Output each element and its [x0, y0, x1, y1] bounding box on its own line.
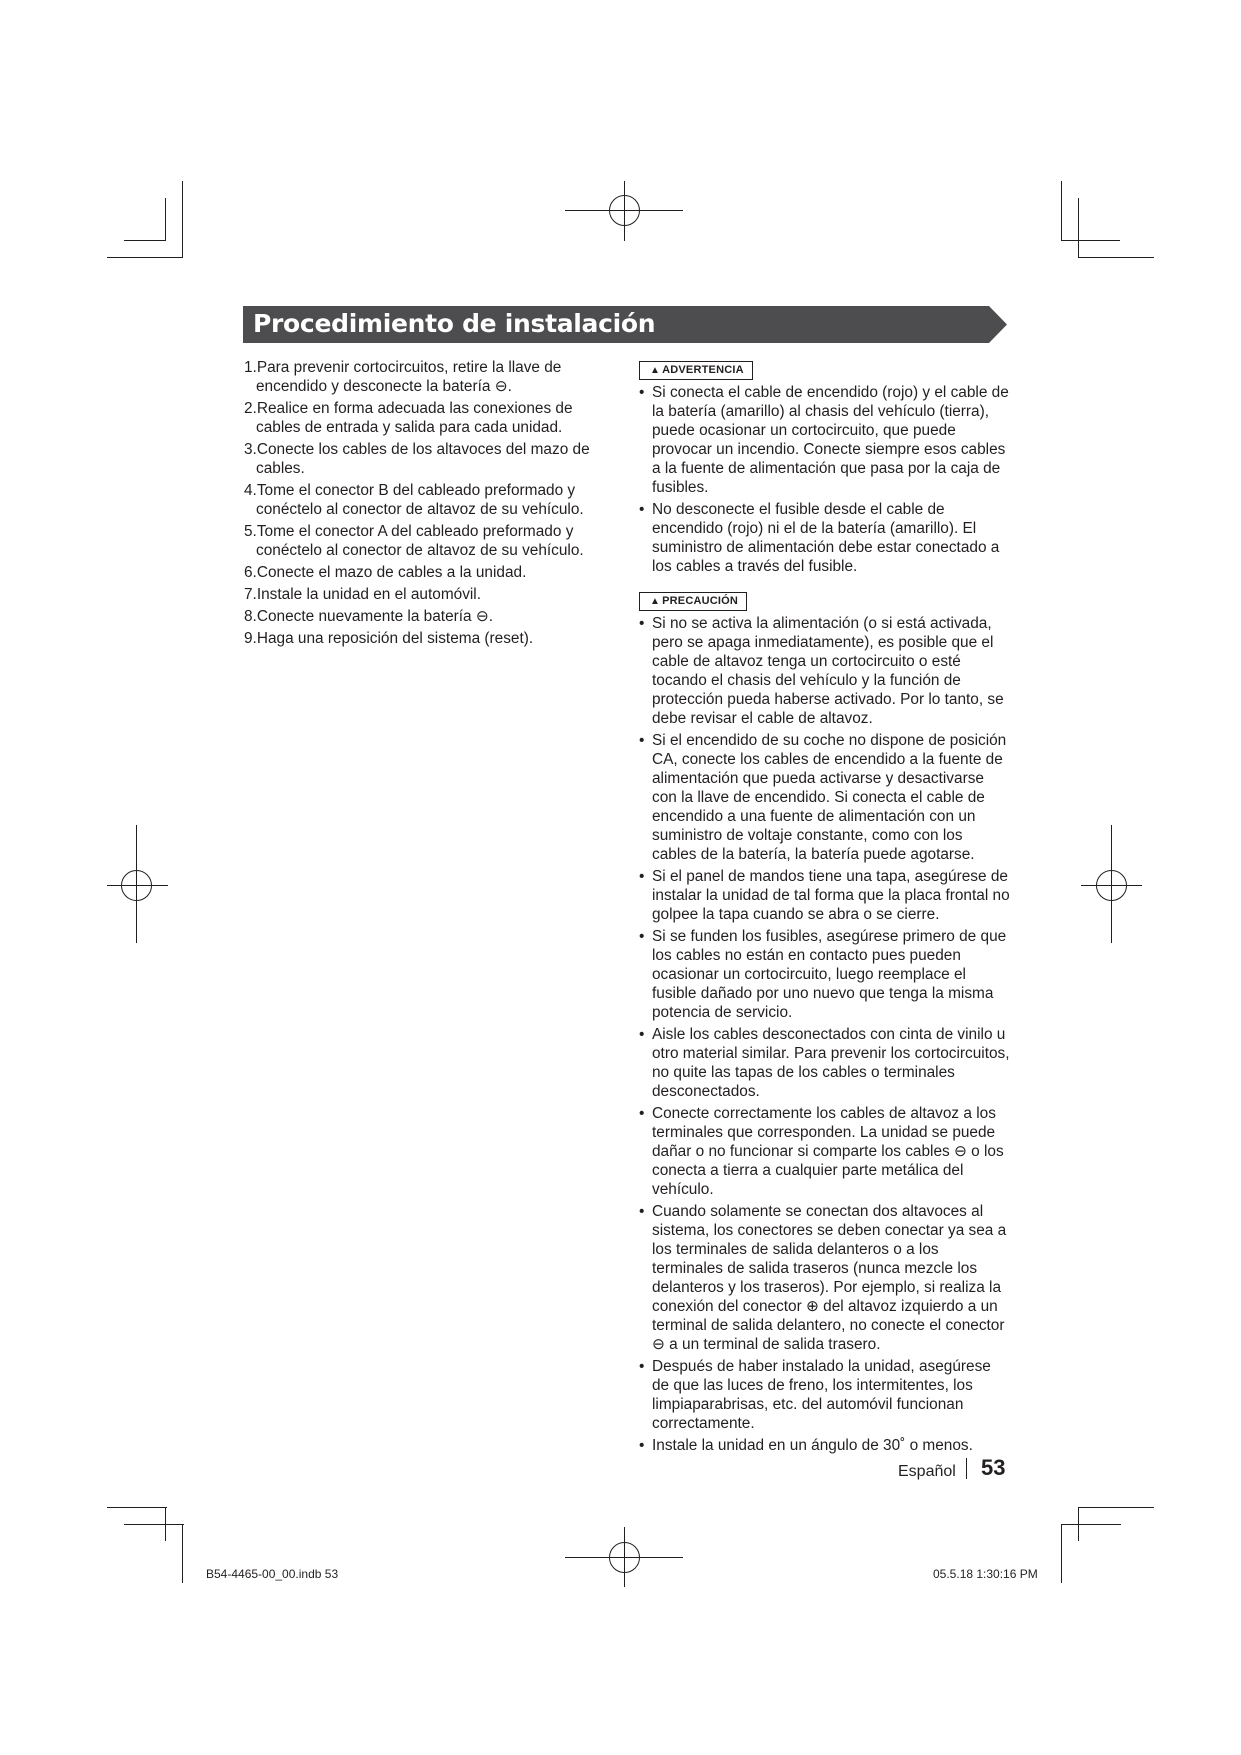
caution-label-box [639, 592, 747, 611]
step-item [244, 585, 614, 604]
warning-item [639, 383, 1011, 497]
caution-item-text: Si se funden los fusibles, asegúrese primero de que los cables no están en contacto pues pueden ocasionar un cortocircuito, luego reemplace el fusible dañado por uno nuevo que tenga la misma potencia de servicio. [652, 928, 1007, 1021]
caution-item-text: Si no se activa la alimentación (o si está activada, pero se apaga inmediatamente), es posible que el cable de altavoz tenga un cortocircuito o esté tocando el chasis del vehículo y la función de protección pueda haberse activado. Por lo tanto, se debe revisar el cable de altavoz. [652, 615, 1004, 727]
step-text: Haga una reposición del sistema (reset). [256, 630, 534, 647]
crop-mark-line [124, 1524, 184, 1525]
print-slug-file: B54-4465-00_00.indb 53 [206, 1567, 339, 1581]
registration-mark-circle [609, 1542, 640, 1573]
caution-item [639, 1025, 1011, 1101]
warning-label: ADVERTENCIA [662, 364, 744, 376]
print-slug-timestamp: 05.5.18 1:30:16 PM [933, 1567, 1038, 1581]
step-item [244, 522, 614, 560]
caution-item [639, 731, 1011, 864]
caution-item [639, 927, 1011, 1022]
bullet: • [639, 615, 645, 632]
warning-item [639, 500, 1011, 576]
caution-item-text: Cuando solamente se conectan dos altavoces al sistema, los conectores se deben conectar ya sea a los terminales de salida delanteros o a los terminales de salida traseros (nunca mezcle los delanteros y los traseros). Por ejemplo, si realiza la conexión del conector ⊕ del altavoz izquierdo a un terminal de salida delantero, no conecte el conector ⊖ a un terminal de salida trasero. [652, 1203, 1007, 1353]
crop-mark-line [1078, 1507, 1154, 1508]
crop-mark-line [1061, 181, 1062, 241]
bullet: • [639, 1358, 645, 1375]
crop-mark-line [124, 240, 165, 241]
step-item [244, 563, 614, 582]
bullet: • [639, 928, 645, 945]
caution-item [639, 614, 1011, 728]
step-number: 7. [244, 586, 257, 603]
installation-steps [244, 358, 614, 651]
caution-item-text: Instale la unidad en un ángulo de 30˚ o menos. [652, 1437, 973, 1454]
warnings-column [639, 360, 1011, 1458]
caution-label: PRECAUCIÓN [662, 595, 739, 607]
bullet: • [639, 868, 645, 885]
bullet: • [639, 1105, 645, 1122]
crop-mark-line [107, 257, 183, 258]
step-item [244, 399, 614, 437]
warning-item-text: Si conecta el cable de encendido (rojo) y el cable de la batería (amarillo) al chasis del vehículo (tierra), puede ocasionar un cortocircuito, que puede provocar un incendio. Conecte siempre esos cables a la fuente de alimentación que pasa por la caja de fusibles. [652, 384, 1009, 496]
step-number: 4. [244, 482, 257, 499]
crop-mark-line [1078, 257, 1154, 258]
step-number: 9. [244, 630, 257, 647]
bullet: • [639, 732, 645, 749]
registration-mark-circle [121, 870, 152, 901]
page-number: 53 [981, 1455, 1006, 1480]
step-text: Conecte el mazo de cables a la unidad. [256, 564, 527, 581]
crop-mark-line [1078, 198, 1079, 258]
crop-mark-line [182, 1524, 183, 1583]
bullet: • [639, 1437, 645, 1454]
bullet: • [639, 1026, 645, 1043]
step-text: Tome el conector B del cableado preformado y conéctelo al conector de altavoz de su vehículo. [256, 482, 584, 518]
bullet: • [639, 501, 645, 518]
crop-mark-line [107, 1507, 167, 1508]
step-number: 1. [244, 359, 257, 376]
step-text: Para prevenir cortocircuitos, retire la llave de encendido y desconecte la batería ⊖. [256, 359, 562, 395]
caution-item [639, 1357, 1011, 1433]
caution-item [639, 1104, 1011, 1199]
step-text: Conecte nuevamente la batería ⊖. [256, 608, 494, 625]
caution-item-text: Conecte correctamente los cables de altavoz a los terminales que corresponden. La unidad se puede dañar o no funcionar si comparte los cables ⊖ o los conecta a tierra a cualquier parte metálica del vehículo. [652, 1105, 1004, 1198]
caution-item-text: Aisle los cables desconectados con cinta de vinilo u otro material similar. Para prevenir los cortocircuitos, no quite las tapas de los cables o terminales desconectados. [652, 1026, 1010, 1100]
section-banner [243, 306, 1007, 343]
crop-mark-line [165, 198, 166, 241]
warning-list [639, 383, 1011, 576]
step-text: Conecte los cables de los altavoces del mazo de cables. [256, 441, 590, 477]
caution-list [639, 614, 1011, 1455]
bullet: • [639, 1203, 645, 1220]
crop-mark-line [1078, 240, 1120, 241]
footer-language: Español [898, 1463, 956, 1480]
caution-item-text: Si el panel de mandos tiene una tapa, asegúrese de instalar la unidad de tal forma que la placa frontal no golpee la tapa cuando se abra o se cierre. [652, 868, 1010, 923]
footer-separator [966, 1458, 967, 1479]
step-item [244, 607, 614, 626]
warning-triangle-icon: ▲ [650, 596, 661, 607]
crop-mark-line [182, 181, 183, 257]
caution-item-text: Después de haber instalado la unidad, asegúrese de que las luces de freno, los intermitentes, los limpiaparabrisas, etc. del automóvil funcionan correctamente. [652, 1358, 991, 1432]
warning-label-box [639, 361, 753, 380]
step-number: 8. [244, 608, 257, 625]
step-item [244, 481, 614, 519]
caution-item [639, 1436, 1011, 1455]
registration-mark-circle [1096, 870, 1127, 901]
bullet: • [639, 384, 645, 401]
step-number: 5. [244, 523, 257, 540]
registration-mark-circle [609, 195, 640, 226]
step-number: 6. [244, 564, 257, 581]
caution-item [639, 1202, 1011, 1354]
step-item [244, 440, 614, 478]
crop-mark-line [165, 1507, 166, 1541]
step-number: 3. [244, 441, 257, 458]
crop-mark-line [1061, 1524, 1062, 1583]
step-item [244, 629, 614, 648]
step-number: 2. [244, 400, 257, 417]
section-spacer [639, 579, 1011, 591]
caution-item-text: Si el encendido de su coche no dispone de posición CA, conecte los cables de encendido a la fuente de alimentación que pueda activarse y desactivarse con la llave de encendido. Si conecta el cable de encendido a una fuente de alimentación con un suministro de voltaje constante, como con los cables de la batería, la batería puede agotarse. [652, 732, 1007, 863]
step-text: Tome el conector A del cableado preformado y conéctelo al conector de altavoz de su vehículo. [256, 523, 584, 559]
step-text: Realice en forma adecuada las conexiones de cables de entrada y salida para cada unidad. [256, 400, 573, 436]
warning-triangle-icon: ▲ [650, 365, 661, 376]
warning-item-text: No desconecte el fusible desde el cable de encendido (rojo) ni el de la batería (amarillo). El suministro de alimentación debe estar conectado a los cables a través del fusible. [652, 501, 1000, 575]
caution-item [639, 867, 1011, 924]
crop-mark-line [1061, 1524, 1121, 1525]
crop-mark-line [1061, 240, 1078, 241]
step-item [244, 358, 614, 396]
step-text: Instale la unidad en el automóvil. [256, 586, 482, 603]
section-title: Procedimiento de instalación [253, 309, 656, 338]
